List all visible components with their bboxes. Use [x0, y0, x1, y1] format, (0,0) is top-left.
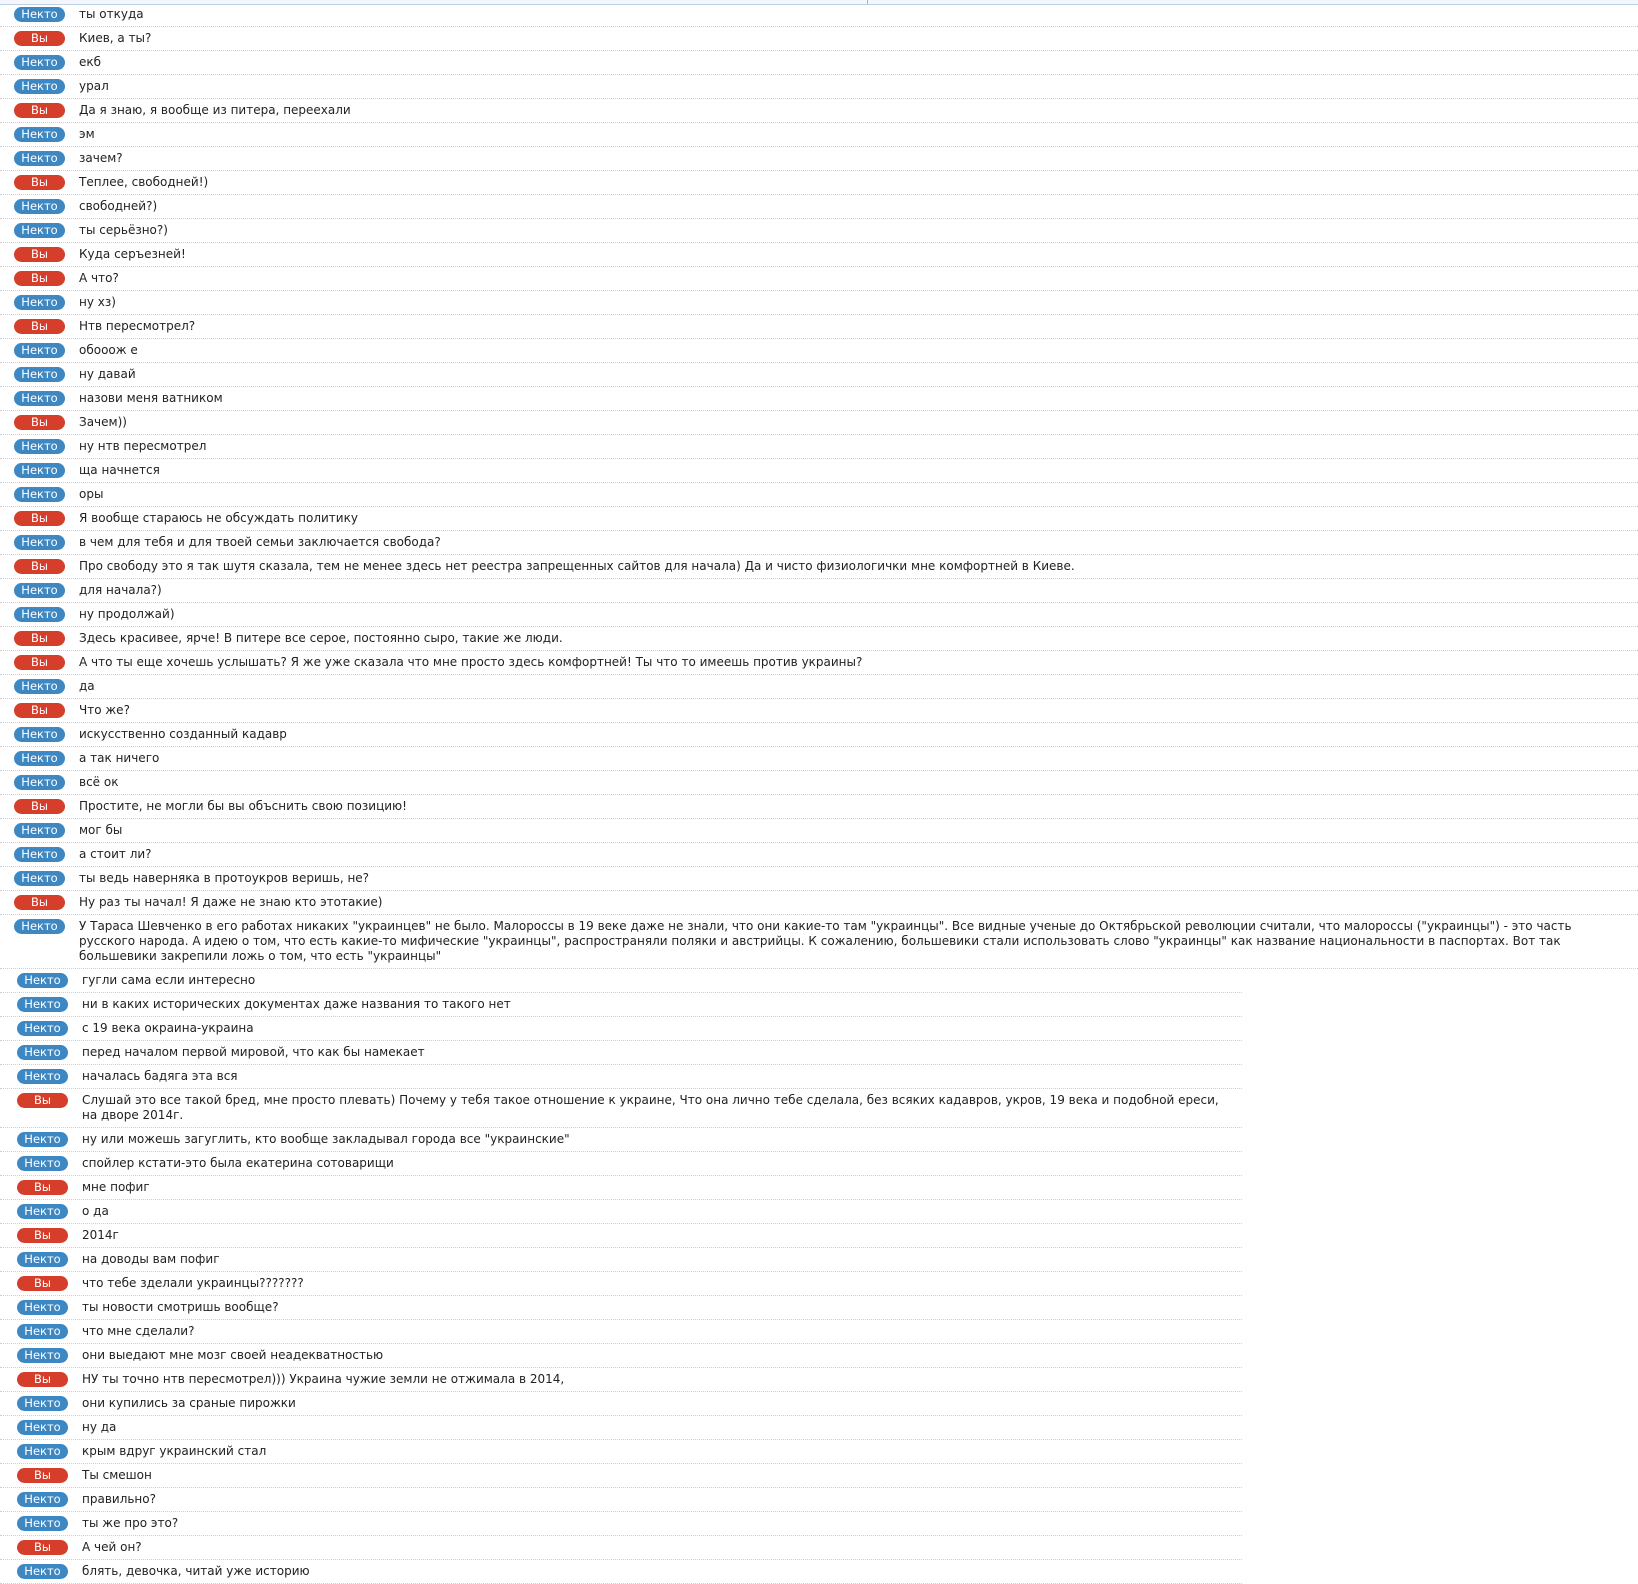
message-text: Нтв пересмотрел? — [79, 319, 196, 333]
chat-message-row — [0, 1200, 1242, 1224]
message-text: правильно? — [82, 1492, 156, 1506]
message-text: Простите, не могли бы вы объснить свою позицию! — [79, 799, 407, 813]
chat-message-row — [0, 267, 1638, 291]
message-text: для начала?) — [79, 583, 162, 597]
chat-message-row — [0, 1560, 1242, 1584]
chat-message-row — [0, 1392, 1242, 1416]
sender-badge-stranger: Некто — [17, 973, 68, 988]
sender-badge-you: Вы — [14, 415, 65, 430]
chat-message-row — [0, 993, 1242, 1017]
sender-badge-stranger: Некто — [14, 583, 65, 598]
message-text: Киев, а ты? — [79, 31, 152, 45]
chat-message-row — [0, 291, 1638, 315]
sender-badge-you: Вы — [14, 319, 65, 334]
sender-badge-you: Вы — [14, 31, 65, 46]
sender-badge-stranger: Некто — [14, 223, 65, 238]
message-text: а так ничего — [79, 751, 160, 765]
sender-badge-stranger: Некто — [17, 1045, 68, 1060]
chat-message-row — [0, 363, 1638, 387]
sender-badge-you: Вы — [14, 895, 65, 910]
chat-message-row — [0, 771, 1638, 795]
chat-message-row — [0, 531, 1638, 555]
message-text: ты откуда — [79, 7, 144, 21]
chat-message-row — [0, 603, 1638, 627]
sender-badge-stranger: Некто — [14, 367, 65, 382]
message-text: Ну раз ты начал! Я даже не знаю кто этотакие) — [79, 895, 383, 909]
chat-message-row — [0, 915, 1638, 969]
message-text: блять, девочка, читай уже историю — [82, 1564, 310, 1578]
sender-badge-stranger: Некто — [17, 1516, 68, 1531]
chat-message-row — [0, 1152, 1242, 1176]
sender-badge-you: Вы — [14, 103, 65, 118]
sender-badge-you: Вы — [17, 1093, 68, 1108]
sender-badge-you: Вы — [14, 799, 65, 814]
message-text: что тебе зделали украинцы??????? — [82, 1276, 304, 1290]
chat-message-row — [0, 675, 1638, 699]
message-text: перед началом первой мировой, что как бы намекает — [82, 1045, 425, 1059]
sender-badge-stranger: Некто — [14, 679, 65, 694]
message-text: ты новости смотришь вообще? — [82, 1300, 279, 1314]
chat-message-row — [0, 867, 1638, 891]
chat-log-part-1 — [0, 3, 1638, 969]
message-text: ну да — [82, 1420, 117, 1434]
message-text: да — [79, 679, 95, 693]
message-text: Здесь красивее, ярче! В питере все серое, постоянно сыро, такие же люди. — [79, 631, 563, 645]
message-text: мне пофиг — [82, 1180, 150, 1194]
sender-badge-stranger: Некто — [17, 1348, 68, 1363]
chat-log-part-2 — [0, 969, 1638, 1584]
sender-badge-stranger: Некто — [14, 919, 65, 934]
chat-message-row — [0, 1416, 1242, 1440]
chat-message-row — [0, 1089, 1242, 1128]
message-text: назови меня ватником — [79, 391, 223, 405]
message-text: Теплее, свободней!) — [79, 175, 209, 189]
message-text: о да — [82, 1204, 109, 1218]
message-text: ни в каких исторических документах даже названия то такого нет — [82, 997, 511, 1011]
chat-message-row — [0, 195, 1638, 219]
message-text: а стоит ли? — [79, 847, 152, 861]
message-text: в чем для тебя и для твоей семьи заключается свобода? — [79, 535, 441, 549]
chat-message-row — [0, 387, 1638, 411]
chat-message-row — [0, 819, 1638, 843]
message-text: Куда серъезней! — [79, 247, 186, 261]
chat-message-row — [0, 147, 1638, 171]
sender-badge-stranger: Некто — [14, 295, 65, 310]
sender-badge-stranger: Некто — [17, 1156, 68, 1171]
chat-message-row — [0, 891, 1638, 915]
chat-message-row — [0, 27, 1638, 51]
chat-message-row — [0, 1296, 1242, 1320]
chat-message-row — [0, 1272, 1242, 1296]
chat-message-row — [0, 1041, 1242, 1065]
message-text: ну продолжай) — [79, 607, 175, 621]
chat-message-row — [0, 219, 1638, 243]
message-text: спойлер кстати-это была екатерина сотоварищи — [82, 1156, 394, 1170]
message-text: ща начнется — [79, 463, 160, 477]
chat-message-row — [0, 1368, 1242, 1392]
sender-badge-you: Вы — [14, 247, 65, 262]
sender-badge-stranger: Некто — [14, 823, 65, 838]
sender-badge-you: Вы — [17, 1180, 68, 1195]
message-text: на доводы вам пофиг — [82, 1252, 220, 1266]
chat-message-row — [0, 1224, 1242, 1248]
chat-message-row — [0, 1488, 1242, 1512]
sender-badge-stranger: Некто — [14, 79, 65, 94]
chat-message-row — [0, 1128, 1242, 1152]
sender-badge-stranger: Некто — [14, 7, 65, 22]
sender-badge-stranger: Некто — [17, 1396, 68, 1411]
sender-badge-you: Вы — [17, 1276, 68, 1291]
chat-message-row — [0, 411, 1638, 435]
sender-badge-you: Вы — [17, 1540, 68, 1555]
chat-message-row — [0, 99, 1638, 123]
sender-badge-stranger: Некто — [17, 1420, 68, 1435]
chat-message-row — [0, 243, 1638, 267]
message-text: Что же? — [79, 703, 130, 717]
sender-badge-stranger: Некто — [14, 199, 65, 214]
chat-message-row — [0, 723, 1638, 747]
message-text: с 19 века окраина-украина — [82, 1021, 254, 1035]
message-text: А чей он? — [82, 1540, 142, 1554]
chat-message-row — [0, 969, 1242, 993]
sender-badge-stranger: Некто — [14, 847, 65, 862]
message-text: гугли сама если интересно — [82, 973, 256, 987]
message-text: всё ок — [79, 775, 119, 789]
message-text: ты ведь наверняка в протоукров веришь, не? — [79, 871, 370, 885]
message-text: ты серьёзно?) — [79, 223, 168, 237]
sender-badge-you: Вы — [14, 175, 65, 190]
chat-message-row — [0, 339, 1638, 363]
sender-badge-stranger: Некто — [17, 1444, 68, 1459]
message-text: Я вообще стараюсь не обсуждать политику — [79, 511, 358, 525]
chat-message-row — [0, 171, 1638, 195]
message-text: обооож е — [79, 343, 138, 357]
sender-badge-stranger: Некто — [14, 391, 65, 406]
sender-badge-stranger: Некто — [14, 127, 65, 142]
sender-badge-stranger: Некто — [17, 1300, 68, 1315]
chat-message-row — [0, 1176, 1242, 1200]
chat-message-row — [0, 75, 1638, 99]
sender-badge-stranger: Некто — [17, 1069, 68, 1084]
sender-badge-stranger: Некто — [14, 343, 65, 358]
chat-message-row — [0, 1536, 1242, 1560]
sender-badge-stranger: Некто — [17, 1204, 68, 1219]
message-text: НУ ты точно нтв пересмотрел))) Украина чужие земли не отжимала в 2014, — [82, 1372, 565, 1386]
sender-badge-stranger: Некто — [14, 463, 65, 478]
sender-badge-you: Вы — [14, 511, 65, 526]
message-text: ну давай — [79, 367, 136, 381]
chat-message-row — [0, 1065, 1242, 1089]
message-text: Зачем)) — [79, 415, 127, 429]
chat-message-row — [0, 1512, 1242, 1536]
message-text: Слушай это все такой бред, мне просто плевать) Почему у тебя такое отношение к украине, Что она лично тебе сделала, без всяких кадавров, укров, 19 века и подобной ереси, на дворе 2014г. — [82, 1093, 1223, 1122]
message-text: эм — [79, 127, 95, 141]
sender-badge-you: Вы — [14, 655, 65, 670]
message-text: 2014г — [82, 1228, 119, 1242]
message-text: они выедают мне мозг своей неадекватностью — [82, 1348, 384, 1362]
chat-message-row — [0, 1464, 1242, 1488]
sender-badge-you: Вы — [14, 559, 65, 574]
sender-badge-you: Вы — [14, 631, 65, 646]
chat-message-row — [0, 651, 1638, 675]
chat-message-row — [0, 1440, 1242, 1464]
sender-badge-stranger: Некто — [14, 607, 65, 622]
sender-badge-stranger: Некто — [14, 439, 65, 454]
chat-message-row — [0, 1320, 1242, 1344]
sender-badge-you: Вы — [17, 1468, 68, 1483]
chat-message-row — [0, 51, 1638, 75]
chat-message-row — [0, 627, 1638, 651]
message-text: ну нтв пересмотрел — [79, 439, 207, 453]
sender-badge-stranger: Некто — [17, 1252, 68, 1267]
chat-message-row — [0, 843, 1638, 867]
sender-badge-stranger: Некто — [14, 535, 65, 550]
message-text: крым вдруг украинский стал — [82, 1444, 267, 1458]
message-text: началась бадяга эта вся — [82, 1069, 238, 1083]
chat-message-row — [0, 1344, 1242, 1368]
chat-message-row — [0, 435, 1638, 459]
sender-badge-stranger: Некто — [14, 751, 65, 766]
message-text: что мне сделали? — [82, 1324, 195, 1338]
message-text: оры — [79, 487, 104, 501]
sender-badge-stranger: Некто — [17, 1564, 68, 1579]
message-text: ну хз) — [79, 295, 116, 309]
message-text: зачем? — [79, 151, 123, 165]
message-text: У Тараса Шевченко в его работах никаких "украинцев" не было. Малороссы в 19 веке даже не знали, что они какие-то там "украинцы". Все видные ученые до Октябрьской революции считали, что малороссы ("украинцы") - это часть русского народа. А идею о том, что есть какие-то мифические "украинцы", распространяли поляки и австрийцы. К сожалению, большевики стали использовать слово "украинцы" как название национальности в паспортах. Вот так большевики закрепили ложь о том, что есть "украинцы" — [79, 919, 1576, 963]
sender-badge-stranger: Некто — [14, 727, 65, 742]
message-text: Ты смешон — [82, 1468, 152, 1482]
message-text: А что ты еще хочешь услышать? Я же уже сказала что мне просто здесь комфортней! Ты что то имеешь против украины? — [79, 655, 863, 669]
message-text: урал — [79, 79, 109, 93]
sender-badge-stranger: Некто — [14, 871, 65, 886]
message-text: Да я знаю, я вообще из питера, переехали — [79, 103, 351, 117]
chat-message-row — [0, 579, 1638, 603]
chat-message-row — [0, 1248, 1242, 1272]
message-text: ты же про это? — [82, 1516, 179, 1530]
chat-message-row — [0, 555, 1638, 579]
sender-badge-stranger: Некто — [14, 487, 65, 502]
sender-badge-stranger: Некто — [17, 1021, 68, 1036]
chat-message-row — [0, 699, 1638, 723]
sender-badge-you: Вы — [14, 271, 65, 286]
message-text: Про свободу это я так шутя сказала, тем не менее здесь нет реестра запрещенных сайтов для начала) Да и чисто физиологички мне комфортней в Киеве. — [79, 559, 1075, 573]
chat-message-row — [0, 483, 1638, 507]
sender-badge-stranger: Некто — [17, 1492, 68, 1507]
message-text: свободней?) — [79, 199, 158, 213]
sender-badge-you: Вы — [14, 703, 65, 718]
message-text: ну или можешь загуглить, кто вообще закладывал города все "украинские" — [82, 1132, 570, 1146]
sender-badge-you: Вы — [17, 1372, 68, 1387]
chat-message-row — [0, 459, 1638, 483]
chat-message-row — [0, 3, 1638, 27]
sender-badge-stranger: Некто — [17, 1324, 68, 1339]
sender-badge-stranger: Некто — [17, 997, 68, 1012]
message-text: екб — [79, 55, 102, 69]
message-text: искусственно созданный кадавр — [79, 727, 287, 741]
chat-message-row — [0, 507, 1638, 531]
sender-badge-stranger: Некто — [14, 775, 65, 790]
sender-badge-stranger: Некто — [14, 55, 65, 70]
message-text: они купились за сраные пирожки — [82, 1396, 296, 1410]
chat-message-row — [0, 123, 1638, 147]
sender-badge-you: Вы — [17, 1228, 68, 1243]
chat-message-row — [0, 1017, 1242, 1041]
chat-message-row — [0, 795, 1638, 819]
chat-message-row — [0, 747, 1638, 771]
message-text: А что? — [79, 271, 119, 285]
chat-log — [0, 3, 1638, 1584]
sender-badge-stranger: Некто — [14, 151, 65, 166]
sender-badge-stranger: Некто — [17, 1132, 68, 1147]
chat-message-row — [0, 315, 1638, 339]
message-text: мог бы — [79, 823, 123, 837]
